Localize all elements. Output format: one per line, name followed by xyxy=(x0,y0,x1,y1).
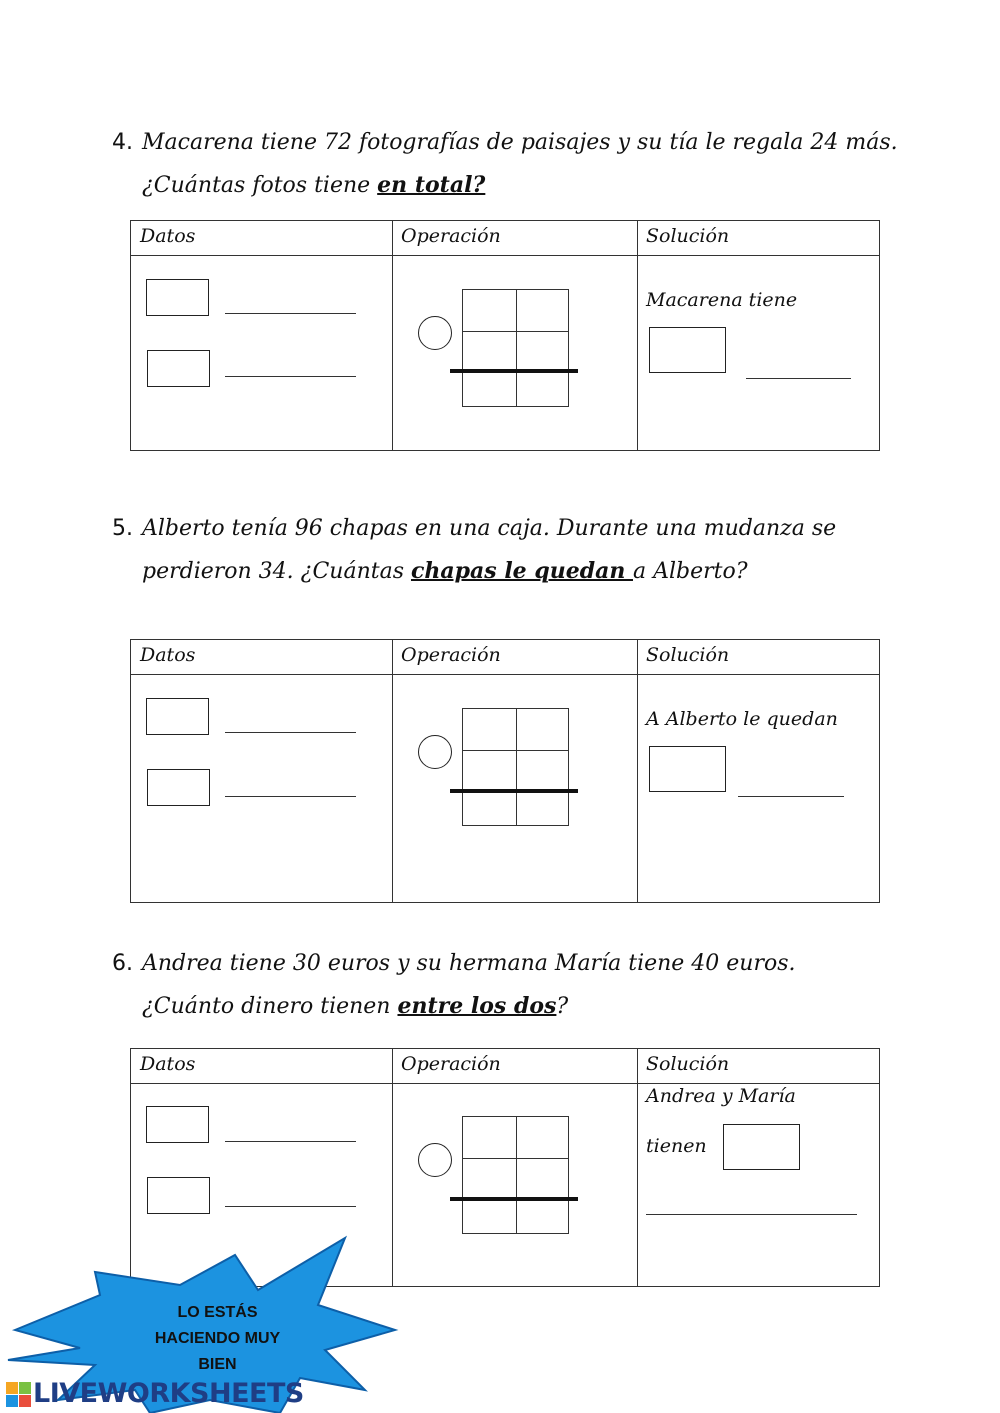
problem-5 xyxy=(112,508,836,593)
solution-text-2: tienen xyxy=(646,1135,707,1157)
header-datos: Datos xyxy=(140,1053,196,1075)
data-answer-line-1[interactable] xyxy=(225,1141,356,1142)
data-answer-line-1[interactable] xyxy=(225,313,356,314)
header-solucion: Solución xyxy=(646,1053,730,1075)
operation-grid[interactable] xyxy=(462,289,569,407)
data-input-box-2[interactable] xyxy=(147,350,210,387)
problem-statement-line1: Andrea tiene 30 euros y su hermana María tiene 40 euros. xyxy=(142,951,796,976)
emphasis-text: en total? xyxy=(377,172,486,198)
problem-number: 6. xyxy=(112,951,133,976)
operation-sign-circle[interactable] xyxy=(418,1143,452,1177)
problem-statement-line2: perdieron 34. ¿Cuántas xyxy=(142,559,411,584)
problem-4 xyxy=(112,122,898,207)
data-input-box-1[interactable] xyxy=(146,1106,209,1143)
worksheet-table-4 xyxy=(130,220,880,451)
operation-result-bar xyxy=(450,789,578,793)
data-answer-line-2[interactable] xyxy=(225,796,356,797)
logo-cubes-icon xyxy=(6,1382,32,1408)
table-header-row xyxy=(131,640,879,675)
table-header-row xyxy=(131,1049,879,1084)
header-solucion: Solución xyxy=(646,225,730,247)
data-input-box-1[interactable] xyxy=(146,698,209,735)
problem-6 xyxy=(112,943,796,1028)
column-divider xyxy=(392,640,393,902)
solution-text: Macarena tiene xyxy=(646,289,798,311)
data-input-box-1[interactable] xyxy=(146,279,209,316)
operation-result-bar xyxy=(450,1197,578,1201)
column-divider xyxy=(637,221,638,450)
solution-text: A Alberto le quedan xyxy=(646,708,838,730)
operation-grid[interactable] xyxy=(462,708,569,826)
data-answer-line-2[interactable] xyxy=(225,376,356,377)
data-answer-line-1[interactable] xyxy=(225,732,356,733)
solution-input-box[interactable] xyxy=(649,746,726,792)
operation-result-bar xyxy=(450,369,578,373)
liveworksheets-logo xyxy=(6,1378,304,1410)
badge-line: LO ESTÁS xyxy=(177,1304,258,1321)
solution-input-box[interactable] xyxy=(723,1124,800,1170)
worksheet-table-5 xyxy=(130,639,880,903)
problem-statement-line1: Alberto tenía 96 chapas en una caja. Durante una mudanza se xyxy=(142,516,837,541)
solution-input-box[interactable] xyxy=(649,327,726,373)
column-divider xyxy=(637,1049,638,1286)
badge-line: BIEN xyxy=(198,1356,237,1373)
operation-grid[interactable] xyxy=(462,1116,569,1234)
solution-answer-line[interactable] xyxy=(738,796,844,797)
header-solucion: Solución xyxy=(646,644,730,666)
problem-statement-line1: Macarena tiene 72 fotografías de paisajes y su tía le regala 24 más. xyxy=(142,130,898,155)
column-divider xyxy=(392,221,393,450)
problem-statement-line2: ¿Cuánto dinero tienen xyxy=(142,994,398,1019)
header-datos: Datos xyxy=(140,225,196,247)
operation-sign-circle[interactable] xyxy=(418,316,452,350)
operation-sign-circle[interactable] xyxy=(418,735,452,769)
problem-number: 5. xyxy=(112,516,133,541)
data-input-box-2[interactable] xyxy=(147,1177,210,1214)
emphasis-text: chapas le quedan xyxy=(410,558,633,584)
data-input-box-2[interactable] xyxy=(147,769,210,806)
table-header-row xyxy=(131,221,879,256)
logo-text: LIVEWORKSHEETS xyxy=(33,1378,304,1409)
header-operacion: Operación xyxy=(401,1053,501,1075)
badge-text xyxy=(130,1300,305,1378)
header-operacion: Operación xyxy=(401,225,501,247)
problem-statement-tail: ? xyxy=(556,994,569,1019)
column-divider xyxy=(637,640,638,902)
emphasis-text: entre los dos xyxy=(397,993,557,1019)
solution-answer-line[interactable] xyxy=(646,1214,857,1215)
solution-text: Andrea y María xyxy=(646,1085,796,1107)
header-operacion: Operación xyxy=(401,644,501,666)
header-datos: Datos xyxy=(140,644,196,666)
problem-statement-tail: a Alberto? xyxy=(633,559,748,584)
badge-line: HACIENDO MUY xyxy=(154,1330,281,1347)
solution-answer-line[interactable] xyxy=(746,378,851,379)
problem-statement-line2: ¿Cuántas fotos tiene xyxy=(142,173,378,198)
problem-number: 4. xyxy=(112,130,133,155)
data-answer-line-2[interactable] xyxy=(225,1206,356,1207)
